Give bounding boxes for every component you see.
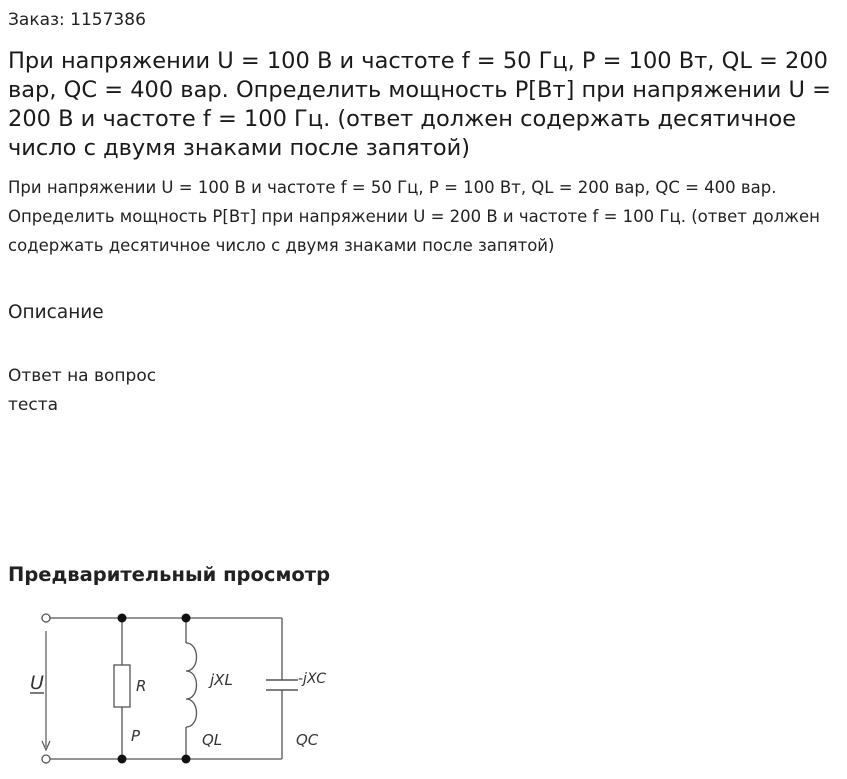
junction-top-1 xyxy=(118,614,127,623)
terminal-top xyxy=(42,614,50,622)
question-body: При напряжении U = 100 В и частоте f = 50 Гц, P = 100 Вт, QL = 200 вар, QC = 400 вар. Определить мощность P[Вт] при напряжении U = 200 В и частоте f = 100 Гц. (ответ должен содержать десятичное число с двумя знаками после запятой) xyxy=(8,178,820,255)
inductor-power-label: QL xyxy=(202,731,223,749)
answer-text: Ответ на вопрос теста xyxy=(8,366,157,415)
preview-heading: Предварительный просмотр xyxy=(8,563,331,586)
active-power-label: P xyxy=(131,727,141,745)
voltage-label: U xyxy=(30,672,44,694)
resistor-label: R xyxy=(136,677,147,695)
capacitor-power-label: QC xyxy=(296,731,319,749)
order-number: Заказ: 1157386 xyxy=(8,10,146,30)
junction-top-2 xyxy=(182,614,191,623)
question-title: При напряжении U = 100 В и частоте f = 50 Гц, P = 100 Вт, QL = 200 вар, QC = 400 вар. Определить мощность P[Вт] при напряжении U = 200 В и частоте f = 100 Гц. (ответ должен содержать десятичное число с двумя знаками после запятой) xyxy=(8,48,832,161)
inductor-label: jXL xyxy=(210,671,233,689)
description-heading: Описание xyxy=(8,302,104,323)
terminal-bottom xyxy=(42,755,50,763)
capacitor-label: -jXC xyxy=(298,671,327,687)
circuit-diagram xyxy=(18,603,338,773)
junction-bottom-2 xyxy=(182,755,191,764)
junction-bottom-1 xyxy=(118,755,127,764)
inductor-coil xyxy=(186,643,197,727)
resistor xyxy=(114,665,130,707)
